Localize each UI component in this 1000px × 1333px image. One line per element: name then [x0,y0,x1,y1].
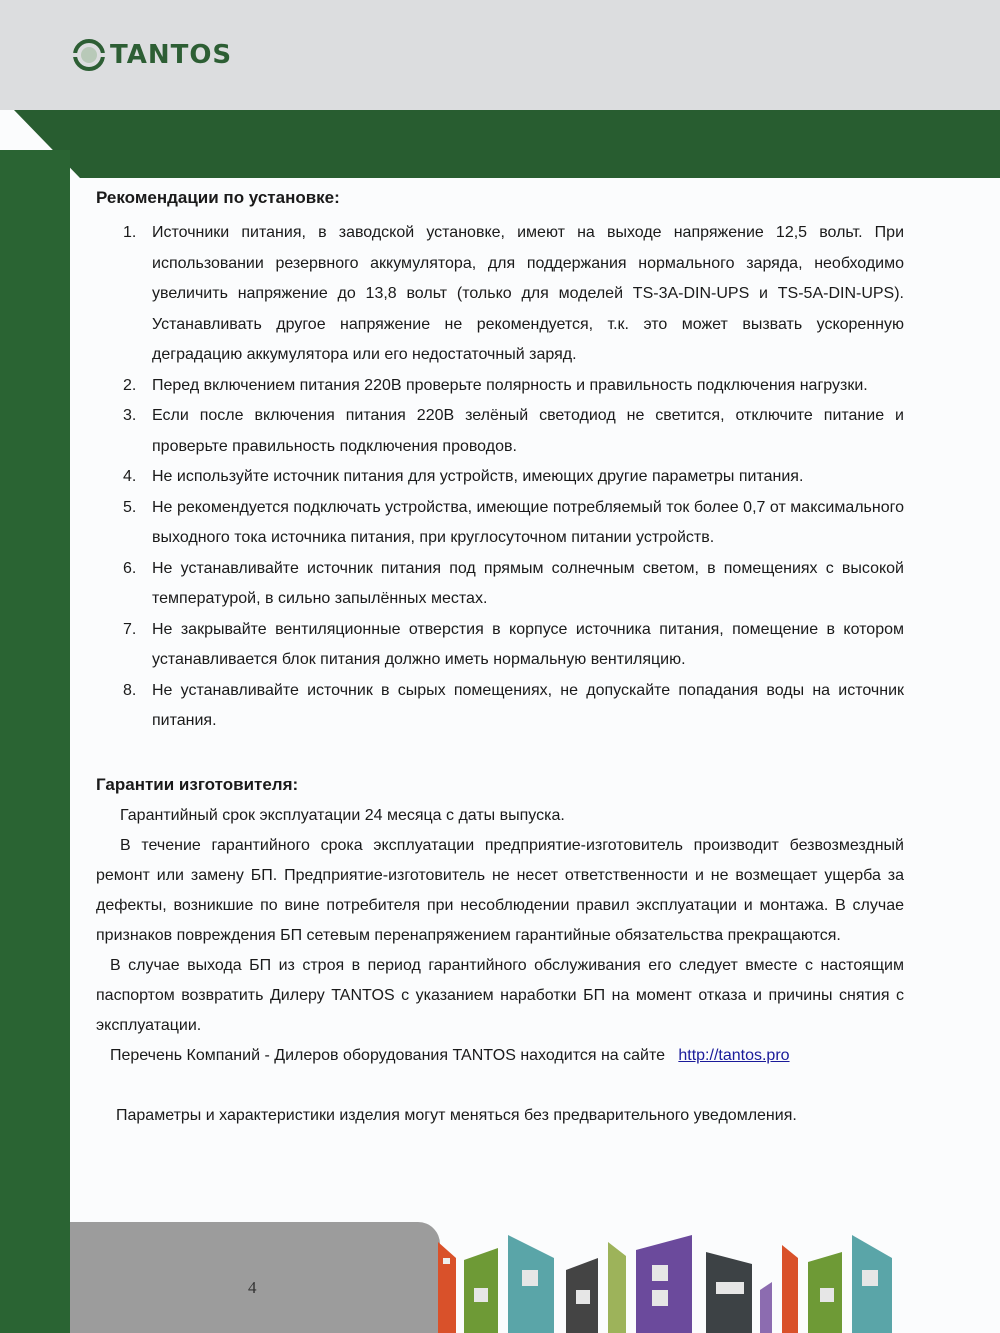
installation-list [96,218,904,737]
list-item: 2. Перед включением питания 220В проверьте полярность и правильность подключения нагрузки. [123,376,868,394]
dealers-line: Перечень Компаний - Дилеров оборудования TANTOS находится на сайте http://tantos.pro [110,1046,790,1064]
page-header [0,0,1000,110]
list-item: 8. Не устанавливайте источник в сырых помещениях, не допускайте попадания воды на источник питания. [123,681,904,729]
list-item: 3. Если после включения питания 220В зелёный светодиод не светится, отключите питание и проверьте правильность подключения проводов. [123,407,904,455]
header-green-band [0,110,1000,180]
list-item: 5. Не рекомендуется подключать устройства, имеющие потребляемый ток более 0,7 от максимального выходного тока источника питания, при круглосуточном питании устройств. [123,498,904,546]
list-item: 7. Не закрывайте вентиляционные отверстия в корпусе источника питания, помещение в котором устанавливается блок питания должно иметь нормальную вентиляцию. [123,620,904,668]
document-body [96,188,904,1131]
tantos-logo [72,38,232,72]
buildings-illustration [430,1230,1000,1333]
warranty-return: В случае выхода БП из строя в период гарантийного обслуживания его следует вместе с настоящим паспортом возвратить Дилеру TANTOS с указанием наработки БП на момент отказа и причины снятия с эксплуатации. [96,956,904,1034]
list-item: 1. Источники питания, в заводской установке, имеют на выходе напряжение 12,5 вольт. При использовании резервного аккумулятора, для поддержания нормального заряда, необходимо увеличить напряжение до 13,8 вольт (только для моделей TS-3A-DIN-UPS и TS-5A-DIN-UPS). Устанавливать другое напряжение не рекомендуется, т.к. это может вызвать ускоренную деградацию аккумулятора или его недостаточный заряд. [123,224,904,363]
page-number: 4 [248,1278,257,1297]
installation-heading: Рекомендации по установке: [96,188,340,207]
disclaimer-note: Параметры и характеристики изделия могут меняться без предварительного уведомления. [116,1106,797,1124]
brand-name: TANTOS [110,40,233,70]
globe-logo-icon [72,38,106,72]
tantos-website-link[interactable]: http://tantos.pro [678,1046,790,1064]
list-item: 6. Не устанавливайте источник питания под прямым солнечным светом, в помещениях с высокой температурой, в сильно запылённых местах. [123,559,904,607]
list-item: 4. Не используйте источник питания для устройств, имеющих другие параметры питания. [123,468,804,485]
warranty-period: Гарантийный срок эксплуатации 24 месяца с даты выпуска. [120,806,565,824]
warranty-terms: В течение гарантийного срока эксплуатации предприятие-изготовитель производит безвозмездный ремонт или замену БП. Предприятие-изготовитель не несет ответственности и не возмещает ущерба за дефекты, возникшие по вине потребителя при несоблюдении правил эксплуатации и монтажа. В случае признаков повреждения БП сетевым перенапряжением гарантийные обязательства прекращаются. [96,836,904,944]
left-green-sidebar [0,150,70,1333]
warranty-heading: Гарантии изготовителя: [96,774,299,794]
